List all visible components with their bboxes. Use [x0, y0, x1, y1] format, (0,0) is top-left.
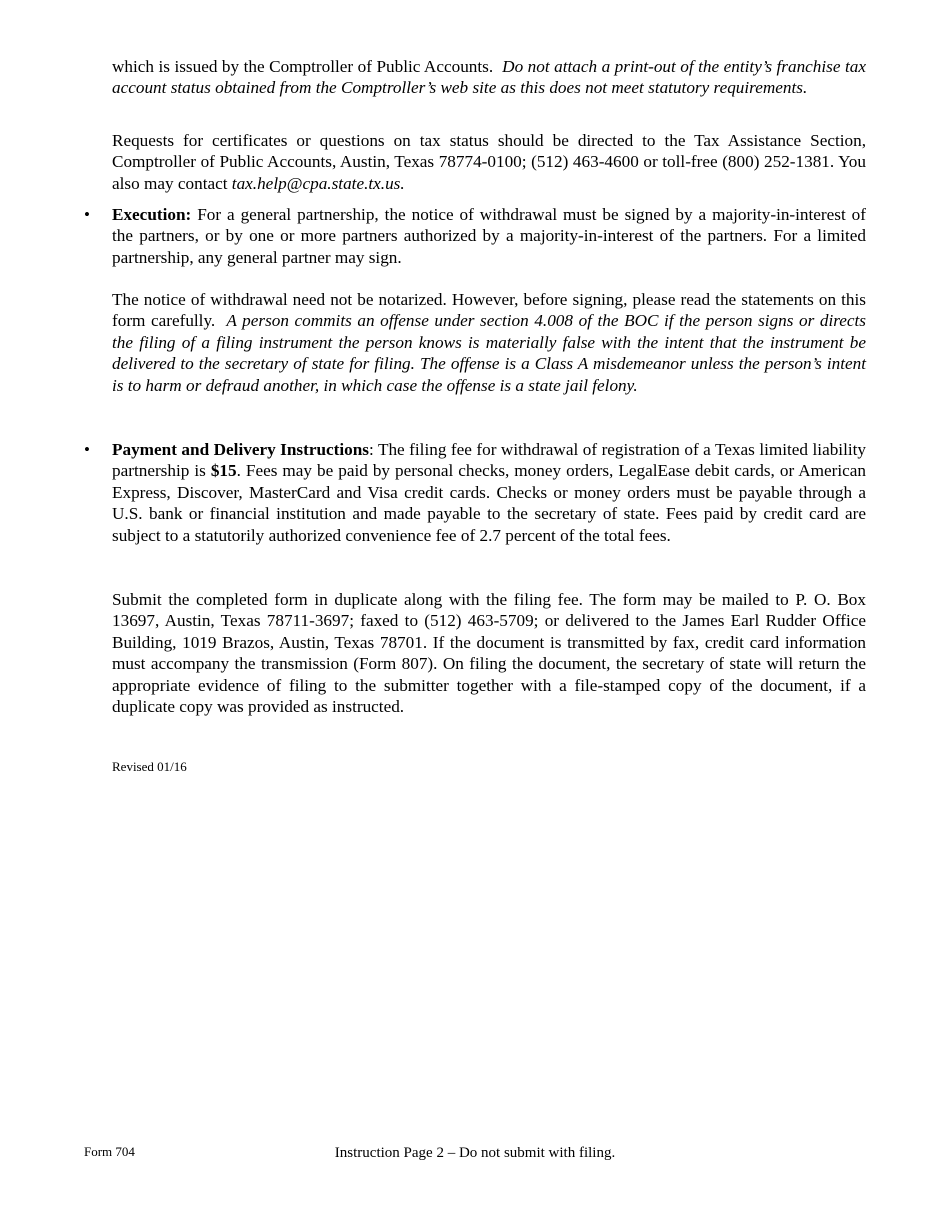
notarization-paragraph [112, 289, 866, 396]
revised-date: Revised 01/16 [112, 759, 187, 774]
execution-text: For a general partnership, the notice of withdrawal must be signed by a majority-in-interest of the partners, or by one or more partners authorized by a majority-in-interest of the partners. For a limited partnership, any general partner may sign. [112, 205, 867, 267]
submission-text: Submit the completed form in duplicate along with the filing fee. The form may be mailed to P. O. Box 13697, Austin, Texas 78711-3697; faxed to (512) 463-5709; or delivered to the James Earl Rudder Office Building, 1019 Brazos, Austin, Texas 78701. If the document is transmitted by fax, credit card information must accompany the transmission (Form 807). On filing the document, the secretary of state will return the appropriate evidence of filing to the submitter together with a file-stamped copy of the document, if a duplicate copy was provided as instructed. [112, 590, 866, 717]
payment-heading: Payment and Delivery Instructions [112, 440, 369, 459]
filing-fee-amount: $15 [210, 461, 237, 481]
requests-paragraph [112, 130, 866, 194]
execution-heading: Execution: [112, 205, 192, 224]
instruction-page-label: Instruction Page 2 – Do not submit with filing. [334, 1145, 616, 1161]
requests-text: Requests for certificates or questions on tax status should be directed to the Tax Assistance Section, Comptroller of Public Accounts, Austin, Texas 78774-0100; (512) 463-4600 or toll-free (800) 252-1381. You also may contact [112, 131, 866, 193]
payment-paragraph [112, 439, 866, 546]
execution-paragraph [112, 204, 866, 268]
continuation-italic-note: Do not attach a print-out of the entity’s franchise tax account status obtained from the Comptroller’s web site as this does not meet statutory requirements. [112, 57, 866, 98]
form-number: Form 704 [84, 1144, 135, 1159]
execution-bullet: • [84, 205, 90, 224]
offense-warning: A person commits an offense under section 4.008 of the BOC if the person signs or directs the filing of a filing instrument the person knows is materially false with the intent that the instrument be delivered to the secretary of state for filing. The offense is a Class A misdemeanor unless the person’s intent is to harm or defraud another, in which case the offense is a state jail felony. [112, 311, 866, 395]
tax-status-continuation [112, 56, 866, 99]
submission-paragraph [112, 589, 866, 717]
payment-bullet: • [84, 440, 90, 459]
payment-text-a: : The filing fee for withdrawal of registration of a Texas limited liability partnership is [112, 440, 866, 481]
payment-text-b: . Fees may be paid by personal checks, money orders, LegalEase debit cards, or American Express, Discover, MasterCard and Visa credit cards. Checks or money orders must be payable through a U.S. bank or financial institution and made payable to the secretary of state. Fees paid by credit card are subject to a statutorily authorized convenience fee of 2.7 percent of the total fees. [112, 461, 866, 545]
continuation-text: which is issued by the Comptroller of Public Accounts. [112, 57, 494, 76]
contact-email: tax.help@cpa.state.tx.us. [231, 173, 405, 193]
notarization-text: The notice of withdrawal need not be notarized. However, before signing, please read the statements on this form carefully. [112, 290, 866, 331]
